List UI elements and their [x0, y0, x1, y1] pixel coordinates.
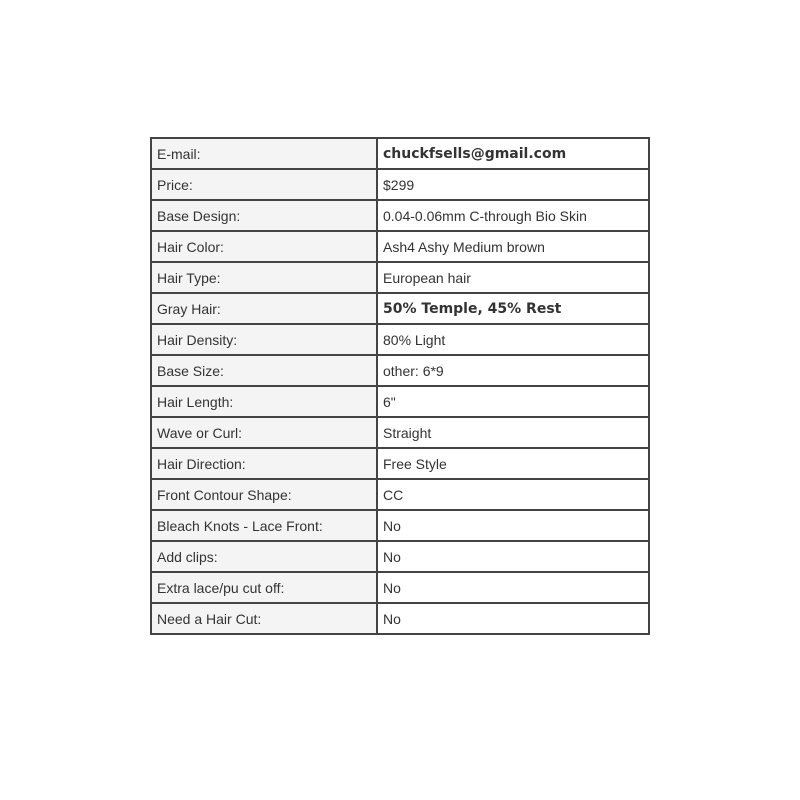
extra-lace-cut-off-value: No: [377, 572, 649, 603]
table-row-wave-or-curl: [151, 417, 649, 448]
table-row-hair-density: [151, 324, 649, 355]
bleach-knots-label: Bleach Knots - Lace Front:: [151, 510, 377, 541]
add-clips-value: No: [377, 541, 649, 572]
add-clips-label: Add clips:: [151, 541, 377, 572]
wave-or-curl-label: Wave or Curl:: [151, 417, 377, 448]
table-row-front-contour-shape: [151, 479, 649, 510]
table-row-need-hair-cut: [151, 603, 649, 634]
order-details-table: [150, 137, 650, 635]
hair-type-value: European hair: [377, 262, 649, 293]
base-size-label: Base Size:: [151, 355, 377, 386]
need-hair-cut-label: Need a Hair Cut:: [151, 603, 377, 634]
gray-hair-label: Gray Hair:: [151, 293, 377, 324]
email-value: chuckfsells@gmail.com: [377, 138, 649, 169]
table-row-hair-type: [151, 262, 649, 293]
hair-direction-label: Hair Direction:: [151, 448, 377, 479]
table-row-hair-length: [151, 386, 649, 417]
table-row-gray-hair: [151, 293, 649, 324]
table-row-price: [151, 169, 649, 200]
table-row-hair-color: [151, 231, 649, 262]
bleach-knots-value: No: [377, 510, 649, 541]
hair-direction-value: Free Style: [377, 448, 649, 479]
table-row-base-design: [151, 200, 649, 231]
table-row-add-clips: [151, 541, 649, 572]
hair-length-label: Hair Length:: [151, 386, 377, 417]
front-contour-shape-value: CC: [377, 479, 649, 510]
extra-lace-cut-off-label: Extra lace/pu cut off:: [151, 572, 377, 603]
table-row-extra-lace-cut-off: [151, 572, 649, 603]
table-row-email: [151, 138, 649, 169]
hair-density-label: Hair Density:: [151, 324, 377, 355]
table-row-base-size: [151, 355, 649, 386]
front-contour-shape-label: Front Contour Shape:: [151, 479, 377, 510]
hair-color-value: Ash4 Ashy Medium brown: [377, 231, 649, 262]
hair-length-value: 6": [377, 386, 649, 417]
base-design-label: Base Design:: [151, 200, 377, 231]
hair-density-value: 80% Light: [377, 324, 649, 355]
price-label: Price:: [151, 169, 377, 200]
base-design-value: 0.04-0.06mm C-through Bio Skin: [377, 200, 649, 231]
need-hair-cut-value: No: [377, 603, 649, 634]
price-value: $299: [377, 169, 649, 200]
hair-type-label: Hair Type:: [151, 262, 377, 293]
wave-or-curl-value: Straight: [377, 417, 649, 448]
table-row-hair-direction: [151, 448, 649, 479]
hair-color-label: Hair Color:: [151, 231, 377, 262]
email-label: E-mail:: [151, 138, 377, 169]
base-size-value: other: 6*9: [377, 355, 649, 386]
gray-hair-value: 50% Temple, 45% Rest: [377, 293, 649, 324]
table-row-bleach-knots: [151, 510, 649, 541]
